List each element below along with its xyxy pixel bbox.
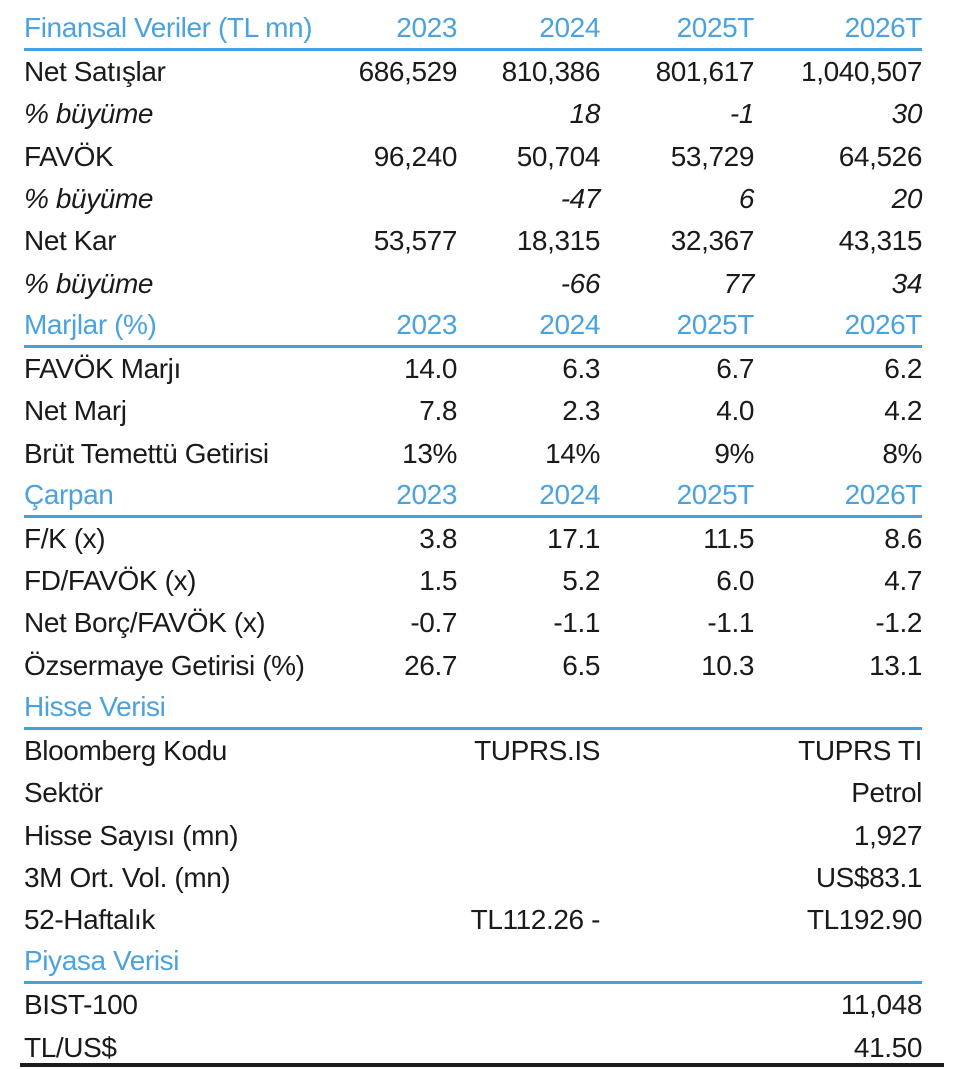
section-header-marjlar <box>24 305 922 348</box>
year-column-header: 2026T <box>844 12 922 43</box>
cell-value: 14% <box>545 437 600 469</box>
cell-value: 10.3 <box>701 649 754 681</box>
table-row-growth <box>24 178 922 220</box>
section-header-carpan <box>24 475 922 518</box>
table-row <box>24 560 922 602</box>
cell-value: 13.1 <box>869 649 922 681</box>
table-row <box>24 814 922 856</box>
cell-value: 2.3 <box>562 395 600 427</box>
cell-value: 7.8 <box>419 395 457 427</box>
table-bottom-border <box>20 1063 944 1067</box>
cell-value: 53,729 <box>670 140 754 172</box>
year-column-header: 2024 <box>539 308 600 340</box>
row-label: Özsermaye Getirisi (%) <box>24 649 305 681</box>
row-label: Sektör <box>24 777 103 809</box>
cell-value: 1.5 <box>419 565 457 597</box>
cell-value: 43,315 <box>838 225 922 257</box>
year-column-header: 2023 <box>396 308 457 340</box>
year-column-header: 2025T <box>676 478 754 510</box>
row-label: Bloomberg Kodu <box>24 735 227 766</box>
table-row <box>24 730 922 772</box>
section-title: Çarpan <box>24 478 114 510</box>
cell-value: TUPRS TI <box>798 735 922 766</box>
row-label: TL/US$ <box>24 1031 117 1063</box>
row-label: FAVÖK <box>24 140 114 172</box>
cell-value: 18,315 <box>516 225 600 257</box>
section-header-finansal-veriler <box>24 8 922 51</box>
cell-value: 1,927 <box>853 819 922 851</box>
cell-value: 53,577 <box>373 225 457 257</box>
year-column-header: 2024 <box>539 478 600 510</box>
cell-value: 11.5 <box>703 522 754 554</box>
cell-value: 34 <box>891 267 922 299</box>
table-row <box>24 645 922 687</box>
table-row <box>24 602 922 644</box>
cell-value: 810,386 <box>501 56 600 88</box>
cell-value: 64,526 <box>838 140 922 172</box>
row-label: Net Marj <box>24 395 127 427</box>
cell-value: 5.2 <box>562 565 600 597</box>
row-label: FD/FAVÖK (x) <box>24 565 197 597</box>
table-row <box>24 390 922 432</box>
cell-value: 6 <box>738 183 754 215</box>
table-row <box>24 348 922 390</box>
cell-value: -0.7 <box>410 607 457 639</box>
cell-value: -47 <box>560 183 600 215</box>
cell-value: 4.0 <box>716 395 754 427</box>
row-label: F/K (x) <box>24 522 106 554</box>
row-label: % büyüme <box>24 267 154 299</box>
cell-value: 6.7 <box>716 352 754 384</box>
cell-value: TL112.26 - <box>470 904 600 936</box>
year-column-header: 2023 <box>396 12 457 43</box>
row-label: 52-Haftalık <box>24 904 155 936</box>
row-label: 3M Ort. Vol. (mn) <box>24 861 231 893</box>
cell-value: 18 <box>569 98 600 130</box>
table-row <box>24 518 922 560</box>
cell-value: 9% <box>714 437 754 469</box>
cell-value: TUPRS.IS <box>474 735 600 766</box>
cell-value: 8.6 <box>884 522 922 554</box>
table-row <box>24 899 922 941</box>
cell-value: -1.1 <box>553 607 600 639</box>
cell-value: 6.3 <box>562 352 600 384</box>
cell-value: 8% <box>882 437 922 469</box>
year-column-header: 2024 <box>539 12 600 43</box>
table-row <box>24 136 922 178</box>
section-title: Piyasa Verisi <box>24 945 180 977</box>
cell-value: 13% <box>402 437 457 469</box>
section-title: Hisse Verisi <box>24 690 166 722</box>
cell-value: US$83.1 <box>815 861 922 893</box>
cell-value: -66 <box>560 267 600 299</box>
row-label: FAVÖK Marjı <box>24 352 181 384</box>
cell-value: 686,529 <box>358 56 457 88</box>
table-row-growth <box>24 262 922 304</box>
section-header-hisse-verisi <box>24 687 922 730</box>
cell-value: -1 <box>729 98 754 130</box>
year-column-header: 2025T <box>676 12 754 43</box>
cell-value: 20 <box>891 183 922 215</box>
row-label: % büyüme <box>24 98 154 130</box>
cell-value: 30 <box>891 98 922 130</box>
table-row <box>24 984 922 1026</box>
row-label: Net Kar <box>24 225 117 257</box>
cell-value: 41.50 <box>853 1031 922 1063</box>
cell-value: 32,367 <box>670 225 754 257</box>
cell-value: -1.1 <box>707 607 754 639</box>
cell-value: -1.2 <box>875 607 922 639</box>
section-title: Marjlar (%) <box>24 308 157 340</box>
table-row <box>24 857 922 899</box>
cell-value: 1,040,507 <box>801 56 922 88</box>
year-column-header: 2025T <box>676 308 754 340</box>
row-label: Net Satışlar <box>24 56 166 88</box>
table-row <box>24 432 922 474</box>
cell-value: 6.0 <box>716 565 754 597</box>
section-title: Finansal Veriler (TL mn) <box>24 12 313 43</box>
row-label: Brüt Temettü Getirisi <box>24 437 269 469</box>
cell-value: 4.2 <box>884 395 922 427</box>
table-row <box>24 772 922 814</box>
cell-value: 11,048 <box>840 989 922 1021</box>
cell-value: 26.7 <box>404 649 457 681</box>
row-label: BIST-100 <box>24 989 138 1021</box>
cell-value: 14.0 <box>404 352 457 384</box>
row-label: Hisse Sayısı (mn) <box>24 819 239 851</box>
year-column-header: 2026T <box>844 478 922 510</box>
cell-value: Petrol <box>851 777 922 809</box>
cell-value: 6.2 <box>884 352 922 384</box>
section-header-piyasa-verisi <box>24 941 922 984</box>
year-column-header: 2023 <box>396 478 457 510</box>
cell-value: TL192.90 <box>806 904 922 936</box>
row-label: Net Borç/FAVÖK (x) <box>24 607 266 639</box>
cell-value: 50,704 <box>516 140 600 172</box>
cell-value: 6.5 <box>562 649 600 681</box>
table-row-growth <box>24 93 922 135</box>
cell-value: 96,240 <box>373 140 457 172</box>
cell-value: 4.7 <box>884 565 922 597</box>
table-row <box>24 51 922 93</box>
cell-value: 77 <box>723 267 754 299</box>
cell-value: 17.1 <box>547 522 600 554</box>
table-row <box>24 220 922 262</box>
year-column-header: 2026T <box>844 308 922 340</box>
cell-value: 3.8 <box>419 522 457 554</box>
cell-value: 801,617 <box>655 56 754 88</box>
row-label: % büyüme <box>24 183 154 215</box>
